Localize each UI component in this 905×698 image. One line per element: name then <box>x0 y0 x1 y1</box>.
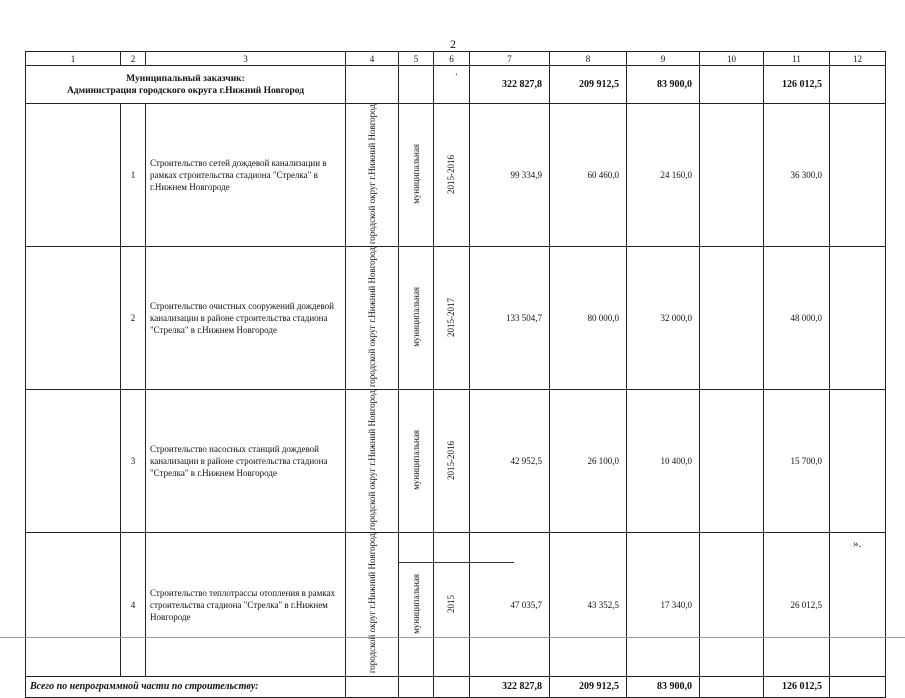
row-ownership <box>399 247 434 390</box>
row-col11: 36 300,0 <box>764 104 830 247</box>
row-col7: 133 504,7 <box>470 247 550 390</box>
cell <box>830 66 886 104</box>
cell <box>830 104 886 247</box>
total-col9: 83 900,0 <box>627 676 700 697</box>
total-col7: 322 827,8 <box>470 676 550 697</box>
column-header: 4 <box>346 52 399 66</box>
row-ownership-text: муниципальная <box>410 573 421 634</box>
cell <box>26 104 121 247</box>
row-name: Строительство насосных станций дождевой канализации в районе строительства стадиона "Стрелка" в г.Нижнем Новгороде <box>146 390 346 533</box>
page-number: 2 <box>450 37 456 51</box>
row-col7: 42 952,5 <box>470 390 550 533</box>
row-location-text: городской округ г.Нижний Новгород <box>366 390 377 531</box>
row-name: Строительство сетей дождевой канализации в рамках строительства стадиона "Стрелка" в г.Нижнем Новгороде <box>146 104 346 247</box>
row-name: Строительство теплотрассы отопления в рамках строительства стадиона "Стрелка" в г.Нижнем Новгороде <box>146 533 346 676</box>
cell <box>434 66 470 104</box>
row-col7: 99 334,9 <box>470 104 550 247</box>
row-location-text: городской округ г.Нижний Новгород <box>366 533 377 674</box>
row-index: 3 <box>121 390 146 533</box>
total-col8: 209 912,5 <box>550 676 627 697</box>
page-bottom-edge <box>0 637 905 638</box>
row-location-text: городской округ г.Нижний Новгород <box>366 247 377 388</box>
row-col8: 26 100,0 <box>550 390 627 533</box>
cell <box>700 247 764 390</box>
row-period <box>434 247 470 390</box>
column-header: 12 <box>830 52 886 66</box>
row-location-text: городской округ г.Нижний Новгород <box>366 104 377 245</box>
separator-line <box>398 562 514 563</box>
customer-label-line1: Муниципальный заказчик: <box>126 73 245 84</box>
column-header: 1 <box>26 52 121 66</box>
cell <box>830 676 886 697</box>
cell <box>830 390 886 533</box>
total-label: Всего по непрограммной части по строительству: <box>26 676 346 697</box>
row-ownership-text: муниципальная <box>410 144 421 205</box>
column-header: 8 <box>550 52 627 66</box>
tick-mark: ’ <box>455 72 458 81</box>
row-location <box>346 104 399 247</box>
cell <box>700 66 764 104</box>
row-col9: 32 000,0 <box>627 247 700 390</box>
customer-col9: 83 900,0 <box>627 66 700 104</box>
row-col11: 26 012,5 <box>764 533 830 676</box>
row-col7: 47 035,7 <box>470 533 550 676</box>
cell <box>346 66 399 104</box>
customer-col7: 322 827,8 <box>470 66 550 104</box>
row-period-text: 2015-2016 <box>446 440 456 480</box>
row-ownership <box>399 533 434 676</box>
cell <box>399 66 434 104</box>
cell <box>830 533 886 676</box>
column-header: 7 <box>470 52 550 66</box>
cell <box>26 390 121 533</box>
row-col8: 80 000,0 <box>550 247 627 390</box>
row-name: Строительство очистных сооружений дождевой канализации в районе строительства стадиона "Стрелка" в г.Нижнем Новгороде <box>146 247 346 390</box>
row-col11: 15 700,0 <box>764 390 830 533</box>
row-period <box>434 533 470 676</box>
row-period-text: 2015-2016 <box>446 154 456 194</box>
row-index: 1 <box>121 104 146 247</box>
cell <box>26 247 121 390</box>
row-period-text: 2015-2017 <box>446 297 456 337</box>
row-location <box>346 247 399 390</box>
column-number-row <box>26 52 886 66</box>
row-col8: 43 352,5 <box>550 533 627 676</box>
cell <box>700 390 764 533</box>
row-location <box>346 390 399 533</box>
customer-label-line2: Администрация городского округа г.Нижний Новгород <box>66 85 305 96</box>
cell <box>346 676 399 697</box>
row-location <box>346 533 399 676</box>
table-row <box>26 533 886 676</box>
row-ownership <box>399 104 434 247</box>
column-header: 10 <box>700 52 764 66</box>
table-row <box>26 390 886 533</box>
cell <box>434 676 470 697</box>
row-col11: 48 000,0 <box>764 247 830 390</box>
closing-quote: ». <box>853 538 862 550</box>
row-ownership-text: муниципальная <box>410 430 421 491</box>
table-row <box>26 104 886 247</box>
row-ownership <box>399 390 434 533</box>
column-header: 3 <box>146 52 346 66</box>
cell <box>830 247 886 390</box>
investment-table <box>25 51 886 698</box>
cell <box>26 533 121 676</box>
row-col8: 60 460,0 <box>550 104 627 247</box>
row-ownership-text: муниципальная <box>410 287 421 348</box>
column-header: 2 <box>121 52 146 66</box>
row-index: 2 <box>121 247 146 390</box>
row-col9: 24 160,0 <box>627 104 700 247</box>
cell <box>700 104 764 247</box>
total-row <box>26 676 886 697</box>
cell <box>700 676 764 697</box>
customer-col8: 209 912,5 <box>550 66 627 104</box>
cell <box>700 533 764 676</box>
row-col9: 10 400,0 <box>627 390 700 533</box>
row-index: 4 <box>121 533 146 676</box>
column-header: 6 <box>434 52 470 66</box>
column-header: 5 <box>399 52 434 66</box>
column-header: 9 <box>627 52 700 66</box>
row-period <box>434 390 470 533</box>
cell <box>399 676 434 697</box>
customer-col11: 126 012,5 <box>764 66 830 104</box>
total-col11: 126 012,5 <box>764 676 830 697</box>
row-period <box>434 104 470 247</box>
column-header: 11 <box>764 52 830 66</box>
row-period-text: 2015 <box>446 594 456 613</box>
customer-label <box>26 66 346 104</box>
row-col9: 17 340,0 <box>627 533 700 676</box>
table-row <box>26 247 886 390</box>
